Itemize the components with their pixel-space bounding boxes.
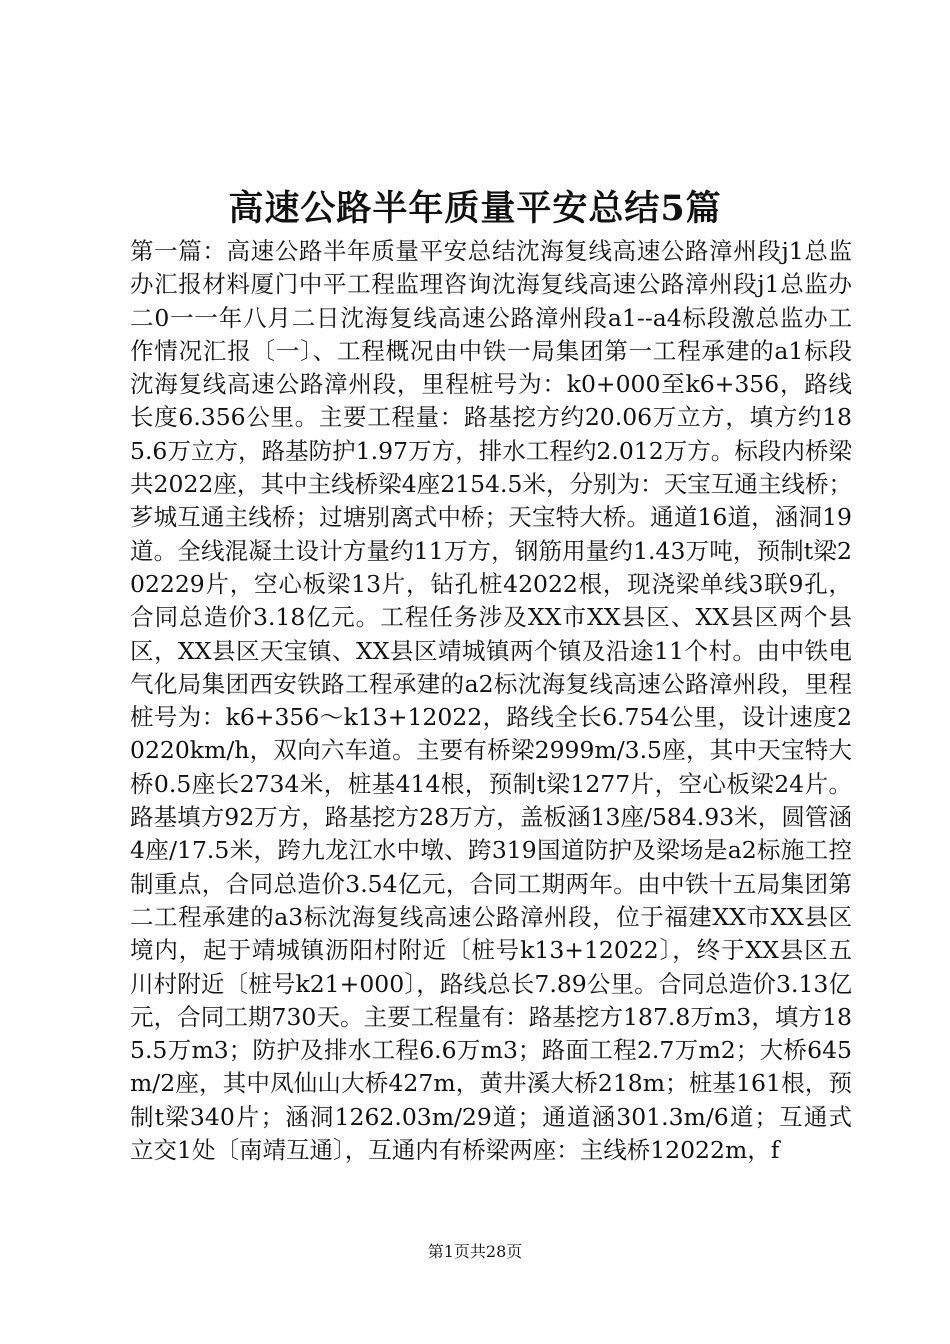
page-footer-page-number: 第1页共28页	[427, 1242, 523, 1261]
document-title: 高速公路半年质量平安总结5篇	[228, 188, 722, 229]
document-body-paragraph: 第一篇：高速公路半年质量平安总结沈海复线高速公路漳州段j1总监办汇报材料厦门中平工程监理咨询沈海复线高速公路漳州段j1总监办二0一一年八月二日沈海复线高速公路漳州段a1--a4标段激总监办工作情况汇报〔一〕、工程概况由中铁一局集团第一工程承建的a1标段沈海复线高速公路漳州段，里程桩号为：k0+000至k6+356，路线长度6.356公里。主要工程量：路基挖方约20.06万立方，填方约185.6万立方，路基防护1.97万方，排水工程约2.012万方。标段内桥梁共2022座，其中主线桥梁4座2154.5米，分别为：天宝互通主线桥；芗城互通主线桥；过塘别离式中桥；天宝特大桥。通道16道，涵洞19道。全线混凝土设计方量约11万方，钢筋用量约1.43万吨，预制t梁202229片，空心板梁13片，钻孔桩42022根，现浇梁单线3联9孔，合同总造价3.18亿元。工程任务涉及XX市XX县区、XX县区两个县区，XX县区天宝镇、XX县区靖城镇两个镇及沿途11个村。由中铁电气化局集团西安铁路工程承建的a2标沈海复线高速公路漳州段，里程桩号为：k6+356～k13+12022，路线全长6.754公里，设计速度20220km/h，双向六车道。主要有桥梁2999m/3.5座，其中天宝特大桥0.5座长2734米，桩基414根，预制t梁1277片，空心板梁24片。路基填方92万方，路基挖方28万方，盖板涵13座/584.93米，圆管涵4座/17.5米，跨九龙江水中墩、跨319国道防护及梁场是a2标施工控制重点，合同总造价3.54亿元，合同工期两年。由中铁十五局集团第二工程承建的a3标沈海复线高速公路漳州段，位于福建XX市XX县区境内，起于靖城镇沥阳村附近〔桩号k13+12022〕，终于XX县区五川村附近〔桩号k21+000〕，路线总长7.89公里。合同总造价3.13亿元，合同工期730天。主要工程量有：路基挖方187.8万m3，填方185.5万m3；防护及排水工程6.6万m3；路面工程2.7万m2；大桥645m/2座，其中凤仙山大桥427m，黄井溪大桥218m；桩基161根，预制t梁340片；涵洞1262.03m/29道；通道涵301.3m/6道；互通式立交1处〔南靖互通〕，互通内有桥梁两座：主线桥12022m，f	[130, 237, 852, 1165]
